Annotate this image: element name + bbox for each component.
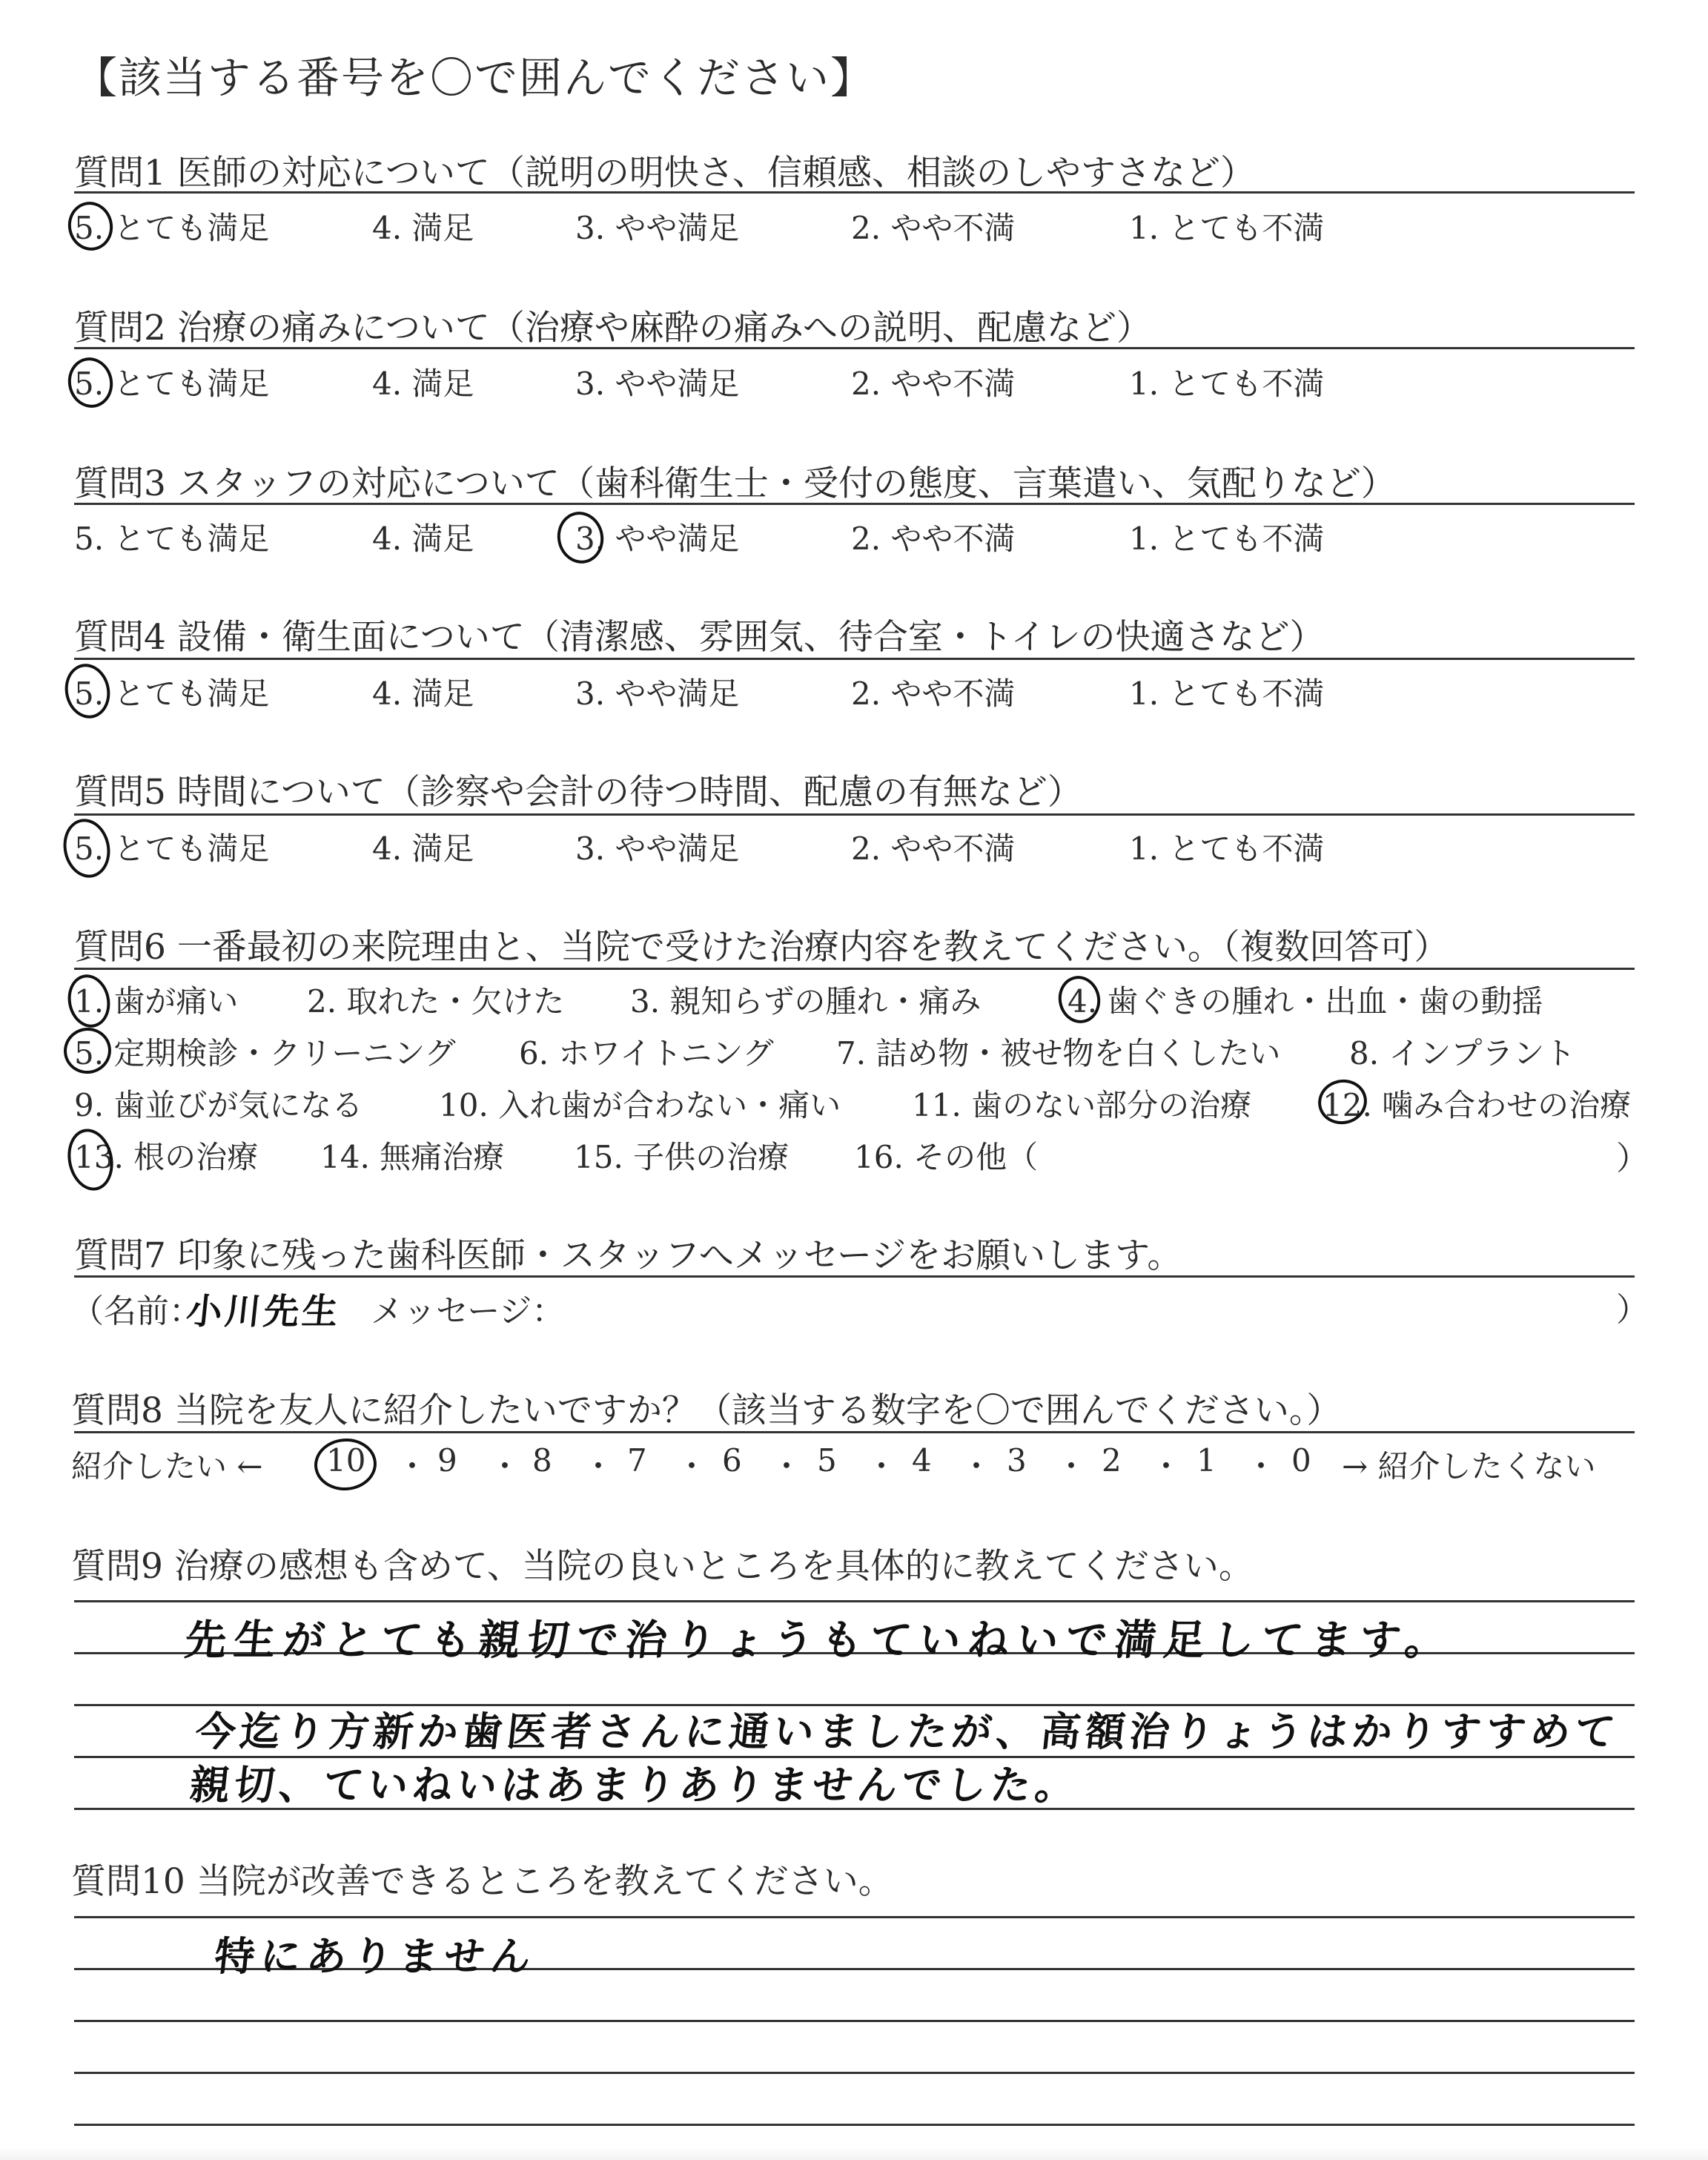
scale-dot: ・ [961,1448,993,1484]
divider [74,658,1635,660]
question-10-label: 質問10 当院が改善できるところを教えてください。 [71,1861,893,1902]
q6-option-6[interactable]: 6. ホワイトニング [519,1035,774,1071]
q6-option-11[interactable]: 11. 歯のない部分の治療 [912,1087,1252,1123]
recommend-left-label: 紹介したい ← [71,1448,263,1484]
q2-option-4[interactable]: 4. 満足 [372,366,474,402]
answer-line [74,2072,1635,2074]
handwritten-answer-line-1: 先生がとても親切で治りょうもていねいで満足してます。 [182,1616,1457,1665]
scale-dot: ・ [1151,1448,1182,1484]
divider [74,1275,1635,1278]
scale-dot: ・ [771,1448,803,1484]
q5-option-3[interactable]: 3. やや満足 [575,830,740,867]
answer-line [74,1916,1635,1918]
q6-option-14[interactable]: 14. 無痛治療 [320,1139,505,1175]
scale-10[interactable]: 10 [326,1442,366,1479]
scale-dot: ・ [397,1448,428,1484]
q6-option-2[interactable]: 2. 取れた・欠けた [307,983,565,1020]
q6-option-5[interactable]: 5. 定期検診・クリーニング [74,1035,456,1071]
handwritten-name: 小川先生 [184,1291,343,1332]
scale-dot: ・ [866,1448,898,1484]
scale-3[interactable]: 3 [1007,1442,1027,1479]
q2-option-3[interactable]: 3. やや満足 [575,366,740,402]
handwritten-answer-line-2: 今迄り方新か歯医者さんに通いましたが、高額治りょうはかりすすめて親切、ていねいはあまりありませんでした。 [187,1708,1622,1809]
page-title: 【該当する番号を〇で囲んでください】 [74,53,875,103]
q1-option-5[interactable]: 5. とても満足 [74,210,270,246]
divider [74,813,1635,816]
divider [74,968,1635,970]
q2-option-2[interactable]: 2. やや不満 [851,366,1016,402]
q6-option-1[interactable]: 1. 歯が痛い [74,983,239,1020]
q2-option-1[interactable]: 1. とても不満 [1129,366,1325,402]
divider [74,347,1635,349]
scale-7[interactable]: 7 [627,1442,647,1479]
scale-4[interactable]: 4 [912,1442,932,1479]
scale-0[interactable]: 0 [1291,1442,1311,1479]
selection-circle-mark [313,1436,379,1493]
scale-9[interactable]: 9 [437,1442,457,1479]
q6-option-10[interactable]: 10. 入れ歯が合わない・痛い [439,1087,841,1123]
q3-option-3[interactable]: 3. やや満足 [575,521,740,557]
question-1-label: 質問1 医師の対応について（説明の明快さ、信頼感、相談のしやすさなど） [74,153,1256,194]
recommend-right-label: → 紹介したくない [1342,1448,1596,1484]
answer-line [74,2020,1635,2022]
q6-option-4[interactable]: 4. 歯ぐきの腫れ・出血・歯の動揺 [1068,983,1543,1020]
handwritten-answer: 特にありません [212,1933,539,1980]
q3-option-2[interactable]: 2. やや不満 [851,521,1016,557]
q3-option-1[interactable]: 1. とても不満 [1129,521,1325,557]
q6-option-12[interactable]: 12. 噛み合わせの治療 [1323,1087,1632,1123]
q4-option-1[interactable]: 1. とても不満 [1129,676,1325,712]
question-2-label: 質問2 治療の痛みについて（治療や麻酔の痛みへの説明、配慮など） [74,308,1151,349]
scale-dot: ・ [1056,1448,1088,1484]
q1-option-2[interactable]: 2. やや不満 [851,210,1016,246]
answer-line [74,2124,1635,2126]
name-label: （名前： [71,1292,202,1330]
page-edge [0,2147,1708,2160]
scale-dot: ・ [676,1448,708,1484]
q6-option-15[interactable]: 15. 子供の治療 [574,1139,790,1175]
answer-line [74,1600,1635,1602]
scale-dot: ・ [1245,1448,1277,1484]
q2-option-5[interactable]: 5. とても満足 [74,366,270,402]
q6-option-16[interactable]: 16. その他（ [854,1139,1039,1175]
question-7-label: 質問7 印象に残った歯科医師・スタッフへメッセージをお願いします。 [74,1235,1182,1276]
divider [74,503,1635,505]
q1-option-4[interactable]: 4. 満足 [372,210,474,246]
scale-dot: ・ [489,1448,521,1484]
scale-dot: ・ [583,1448,615,1484]
divider [74,191,1635,194]
q6-option-3[interactable]: 3. 親知らずの腫れ・痛み [630,983,982,1020]
question-4-label: 質問4 設備・衛生面について（清潔感、雰囲気、待合室・トイレの快適さなど） [74,617,1325,658]
q3-option-5[interactable]: 5. とても満足 [74,521,270,557]
q5-option-2[interactable]: 2. やや不満 [851,830,1016,867]
q5-option-1[interactable]: 1. とても不満 [1129,830,1325,867]
q6-option-8[interactable]: 8. インプラント [1349,1035,1576,1071]
q4-option-2[interactable]: 2. やや不満 [851,676,1016,712]
scale-1[interactable]: 1 [1196,1442,1217,1479]
scale-5[interactable]: 5 [817,1442,837,1479]
q4-option-5[interactable]: 5. とても満足 [74,676,270,712]
question-5-label: 質問5 時間について（診察や会計の待つ時間、配慮の有無など） [74,772,1082,813]
q1-option-1[interactable]: 1. とても不満 [1129,210,1325,246]
q6-close-paren: ） [1616,1140,1649,1178]
q7-close-paren: ） [1616,1291,1649,1329]
question-6-label: 質問6 一番最初の来院理由と、当院で受けた治療内容を教えてください。（複数回答可） [74,927,1449,968]
q4-option-3[interactable]: 3. やや満足 [575,676,740,712]
q6-option-9[interactable]: 9. 歯並びが気になる [74,1087,363,1123]
q6-option-13[interactable]: 13. 根の治療 [74,1139,259,1175]
divider [74,1431,1635,1433]
scale-2[interactable]: 2 [1102,1442,1122,1479]
q1-option-3[interactable]: 3. やや満足 [575,210,740,246]
q4-option-4[interactable]: 4. 満足 [372,676,474,712]
scale-8[interactable]: 8 [532,1442,552,1479]
q5-option-5[interactable]: 5. とても満足 [74,830,270,867]
question-8-label: 質問8 当院を友人に紹介したいですか？（該当する数字を〇で囲んでください。） [71,1390,1342,1431]
question-9-label: 質問9 治療の感想も含めて、当院の良いところを具体的に教えてください。 [71,1546,1254,1587]
question-3-label: 質問3 スタッフの対応について（歯科衛生士・受付の態度、言葉遣い、気配りなど） [74,463,1396,504]
q5-option-4[interactable]: 4. 満足 [372,830,474,867]
q3-option-4[interactable]: 4. 満足 [372,521,474,557]
message-label: メッセージ： [371,1292,565,1330]
scale-6[interactable]: 6 [722,1442,742,1479]
q6-option-7[interactable]: 7. 詰め物・被せ物を白くしたい [836,1035,1281,1071]
